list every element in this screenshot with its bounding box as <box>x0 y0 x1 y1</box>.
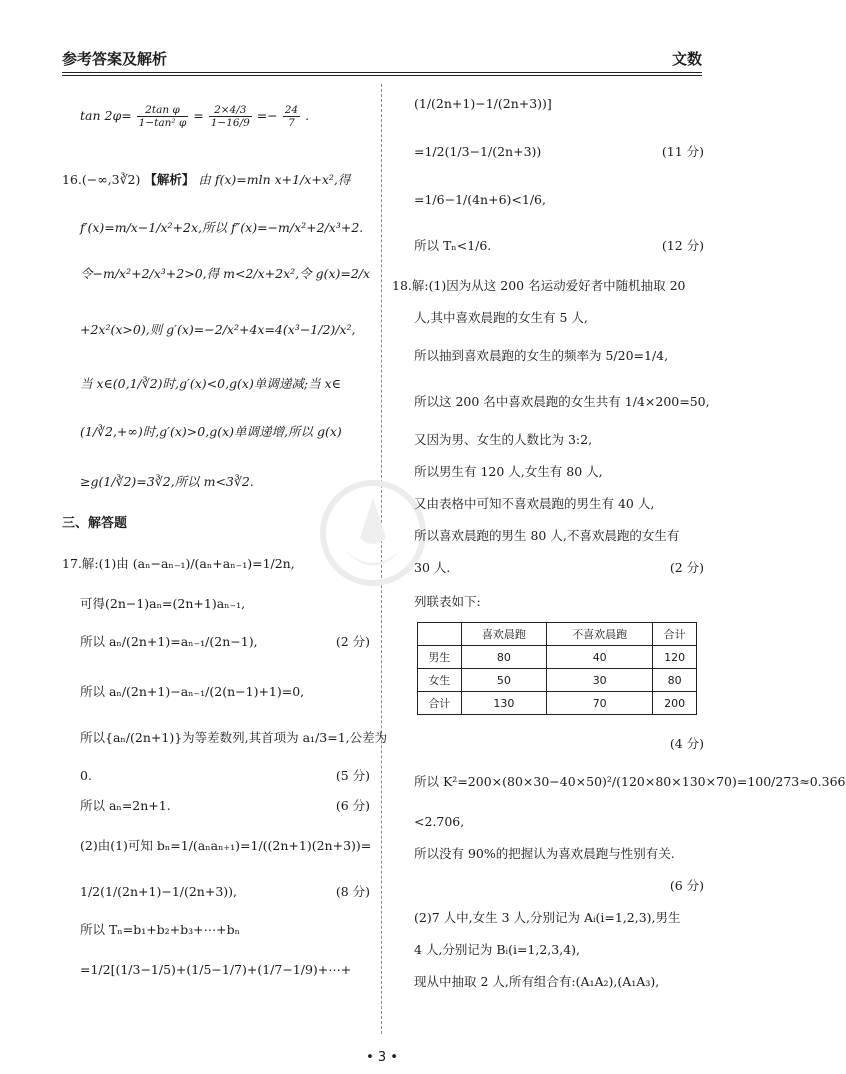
q17-score-2: (2 分) <box>335 634 370 649</box>
q17-cont-line-2: =1/2(1/3−1/(2n+3)) <box>414 144 542 159</box>
q17-score-11: (11 分) <box>661 144 704 159</box>
q18-line-7: 又由表格中可知不喜欢晨跑的男生有 40 人, <box>414 496 655 511</box>
table-cell: 30 <box>547 669 653 692</box>
q17-line-9: 1/2(1/(2n+1)−1/(2n+3)), <box>80 884 238 899</box>
table-cell: 80 <box>653 669 697 692</box>
q17-line-7: 所以 aₙ=2n+1. <box>80 798 171 813</box>
q18-line-16: 现从中抽取 2 人,所有组合有:(A₁A₂),(A₁A₃), <box>414 974 660 989</box>
page-number: • 3 • <box>366 1050 398 1065</box>
table-header-cell: 不喜欢晨跑 <box>547 623 653 646</box>
table-cell: 200 <box>653 692 697 715</box>
table-cell: 40 <box>547 646 653 669</box>
table-cell: 男生 <box>418 646 462 669</box>
q18-line-3: 所以抽到喜欢晨跑的女生的频率为 5/20=1/4, <box>414 348 669 363</box>
table-header-row <box>418 623 697 646</box>
q17-line-5: 所以{aₙ/(2n+1)}为等差数列,其首项为 a₁/3=1,公差为 <box>80 730 388 745</box>
q16-line-3: 令−m/x²+2/x³+2>0,得 m<2/x+2x²,令 g(x)=2/x <box>80 266 371 281</box>
q18-score-4: (4 分) <box>669 736 704 751</box>
q17-line-3: 所以 aₙ/(2n+1)=aₙ₋₁/(2n−1), <box>80 634 258 649</box>
q16-line-2: f′(x)=m/x−1/x²+2x,所以 f″(x)=−m/x²+2/x³+2. <box>80 220 364 235</box>
q18-line-11: 所以 K²=200×(80×30−40×50)²/(120×80×130×70)=100/273≈0.366 <box>414 774 846 789</box>
watermark-logo <box>318 478 428 588</box>
q18-line-10: 列联表如下: <box>414 594 481 609</box>
q18-line-9: 30 人. <box>414 560 451 575</box>
q17-line-4: 所以 aₙ/(2n+1)−aₙ₋₁/(2(n−1)+1)=0, <box>80 684 305 699</box>
q17-line-1: 17.解:(1)由 (aₙ−aₙ₋₁)/(aₙ+aₙ₋₁)=1/2n, <box>62 556 295 571</box>
q17-cont-line-3: =1/6−1/(4n+6)<1/6, <box>414 192 546 207</box>
q18-line-1: 18.解:(1)因为从这 200 名运动爱好者中随机抽取 20 <box>392 278 686 293</box>
q18-score-2: (2 分) <box>669 560 704 575</box>
header-title: 参考答案及解析 <box>62 50 168 68</box>
table-cell: 女生 <box>418 669 462 692</box>
contingency-table <box>417 622 697 715</box>
table-row <box>418 646 697 669</box>
q18-line-13: 所以没有 90%的把握认为喜欢晨跑与性别有关. <box>414 846 675 861</box>
table-cell: 70 <box>547 692 653 715</box>
q17-score-12: (12 分) <box>661 238 704 253</box>
q18-line-15: 4 人,分别记为 Bᵢ(i=1,2,3,4), <box>414 942 581 957</box>
q17-cont-line-1: (1/(2n+1)−1/(2n+3))] <box>414 96 552 111</box>
q16-line-7: ≥g(1/∛2)=3∛2,所以 m<3∛2. <box>80 474 254 489</box>
table-cell: 合计 <box>418 692 462 715</box>
table-header-cell: 喜欢晨跑 <box>461 623 546 646</box>
tan-formula-line: tan 2φ= $\frac{\text{2tan φ}}{\text{1−tan² φ}}$ = $\frac{2\times 4/3}{1-16/9}$ =− $\frac{24}{7}$ . <box>80 104 310 129</box>
table-cell: 50 <box>461 669 546 692</box>
q17-cont-line-4: 所以 Tₙ<1/6. <box>414 238 492 253</box>
q16-line-4: +2x²(x>0),则 g′(x)=−2/x²+4x=4(x³−1/2)/x², <box>80 322 356 337</box>
page-header <box>62 44 702 72</box>
table-cell: 80 <box>461 646 546 669</box>
header-rule <box>62 72 702 73</box>
q18-line-8: 所以喜欢晨跑的男生 80 人,不喜欢晨跑的女生有 <box>414 528 680 543</box>
q18-line-14: (2)7 人中,女生 3 人,分别记为 Aᵢ(i=1,2,3),男生 <box>414 910 681 925</box>
header-subject: 文数 <box>671 50 702 68</box>
q16-line-1: 16.(−∞,3∛2) 【解析】 由 f(x)=mln x+1/x+x²,得 <box>62 172 351 187</box>
q18-line-5: 又因为男、女生的人数比为 3:2, <box>414 432 593 447</box>
q17-line-11: =1/2[(1/3−1/5)+(1/5−1/7)+(1/7−1/9)+⋯+ <box>80 962 352 977</box>
table-cell: 130 <box>461 692 546 715</box>
q17-score-6: (6 分) <box>335 798 370 813</box>
table-header-cell: 合计 <box>653 623 697 646</box>
header-rule-thin <box>62 75 702 76</box>
q17-line-8: (2)由(1)可知 bₙ=1/(aₙaₙ₊₁)=1/((2n+1)(2n+3))= <box>80 838 372 853</box>
q18-line-12: <2.706, <box>414 814 465 829</box>
section-heading: 三、解答题 <box>62 516 128 531</box>
q17-line-10: 所以 Tₙ=b₁+b₂+b₃+⋯+bₙ <box>80 922 241 937</box>
q18-score-6: (6 分) <box>669 878 704 893</box>
q16-line-6: (1/∛2,+∞)时,g′(x)>0,g(x)单调递增,所以 g(x) <box>80 424 342 439</box>
table-header-cell <box>418 623 462 646</box>
q17-score-5: (5 分) <box>335 768 370 783</box>
q17-line-2: 可得(2n−1)aₙ=(2n+1)aₙ₋₁, <box>80 596 246 611</box>
q17-score-8: (8 分) <box>335 884 370 899</box>
q17-line-6: 0. <box>80 768 92 783</box>
table-row <box>418 692 697 715</box>
q18-line-2: 人,其中喜欢晨跑的女生有 5 人, <box>414 310 588 325</box>
q18-line-6: 所以男生有 120 人,女生有 80 人, <box>414 464 603 479</box>
table-row <box>418 669 697 692</box>
q16-line-5: 当 x∈(0,1/∛2)时,g′(x)<0,g(x)单调递减;当 x∈ <box>80 376 341 391</box>
q18-line-4: 所以这 200 名中喜欢晨跑的女生共有 1/4×200=50, <box>414 394 710 409</box>
table-cell: 120 <box>653 646 697 669</box>
